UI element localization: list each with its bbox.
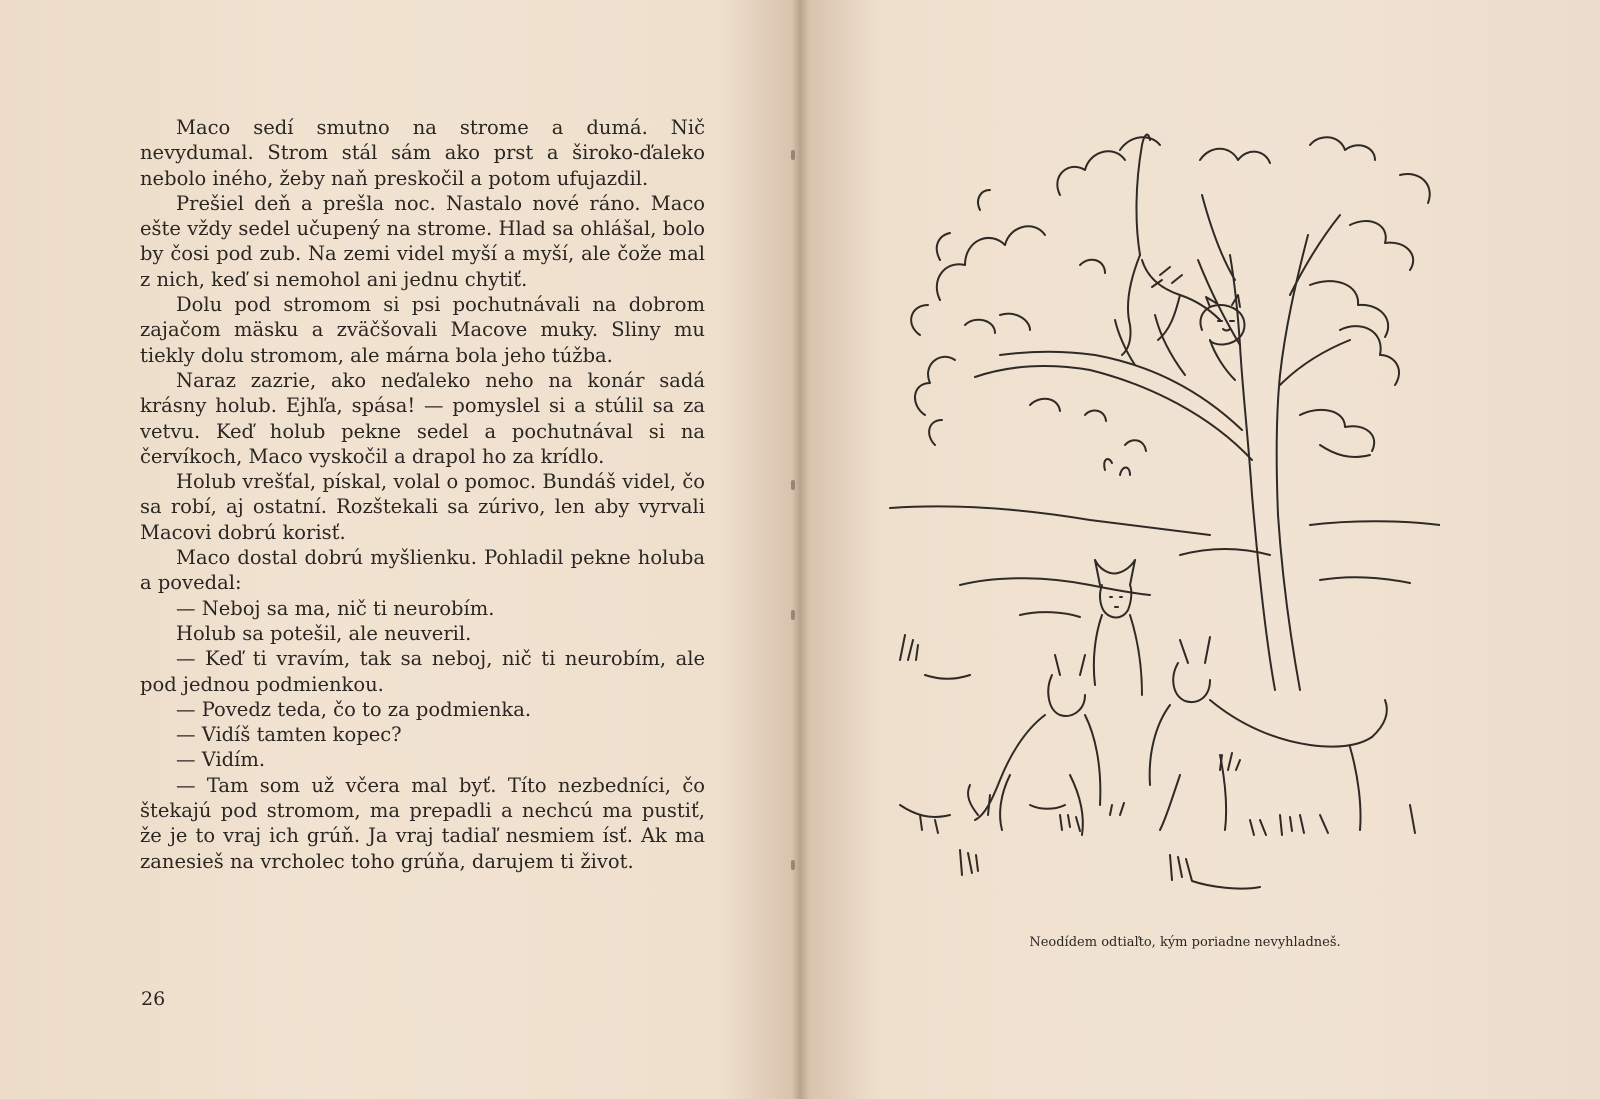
- illustration-caption: Neodídem odtiaľto, kým poriadne nevyhladneš.: [1029, 935, 1341, 950]
- page-number: 26: [141, 988, 166, 1010]
- binding-stitch: [791, 150, 795, 160]
- paragraph: Holub vrešťal, pískal, volal o pomoc. Bundáš videl, čo sa robí, aj ostatní. Rozštekali sa zúrivo, len aby vyrvali Macovi dobrú korisť.: [140, 470, 705, 544]
- story-text: [140, 115, 705, 874]
- dialogue-line: — Neboj sa ma, nič ti neurobím.: [176, 596, 495, 620]
- paragraph: Maco dostal dobrú myšlienku. Pohladil pekne holuba a povedal:: [140, 546, 705, 595]
- paragraph: Naraz zazrie, ako neďaleko neho na konár sadá krásny holub. Ejhľa, spása! — pomyslel si a stúlil sa za vetvu. Keď holub pekne sedel a pochutnával si na červíkoch, Maco vyskočil a drapol ho za krídlo.: [140, 368, 705, 468]
- dialogue-line: — Povedz teda, čo to za podmienka.: [176, 697, 532, 721]
- binding-stitch: [791, 480, 795, 490]
- paragraph: Prešiel deň a prešla noc. Nastalo nové ráno. Maco ešte vždy sedel učupený na strome. Hlad sa ohlášal, bolo by čosi pod zub. Na zemi videl myší a myší, ale čože mal z nich, keď si nemohol ani jednu chytiť.: [140, 191, 705, 291]
- dialogue-line: — Vidíš tamten kopec?: [176, 723, 402, 747]
- binding-stitch: [791, 610, 795, 620]
- cat-in-tree-with-dogs-illustration: [880, 115, 1440, 915]
- right-page: [805, 0, 1600, 1099]
- dialogue-line: — Tam som už včera mal byť. Títo nezbedníci, čo štekajú pod stromom, ma prepadli a nechcú ma pustiť, že je to vraj ich grúň. Ja vraj tadiaľ nesmiem ísť. Ak ma zanesieš na vrcholec toho grúňa, darujem ti život.: [140, 773, 705, 873]
- dialogue-line: — Keď ti vravím, tak sa neboj, nič ti neurobím, ale pod jednou podmienkou.: [140, 647, 705, 696]
- dialogue-line: — Vidím.: [176, 748, 266, 772]
- paragraph: Maco sedí smutno na strome a dumá. Nič nevydumal. Strom stál sám ako prst a široko-ďaleko nebolo iného, žeby naň preskočil a potom ufujazdil.: [140, 116, 705, 190]
- paragraph: Holub sa potešil, ale neuveril.: [176, 621, 472, 645]
- binding-stitch: [791, 860, 795, 870]
- paragraph: Dolu pod stromom si psi pochutnávali na dobrom zajačom mäsku a zväčšovali Macove muky. Sliny mu tiekly dolu stromom, ale márna bola jeho túžba.: [140, 293, 705, 367]
